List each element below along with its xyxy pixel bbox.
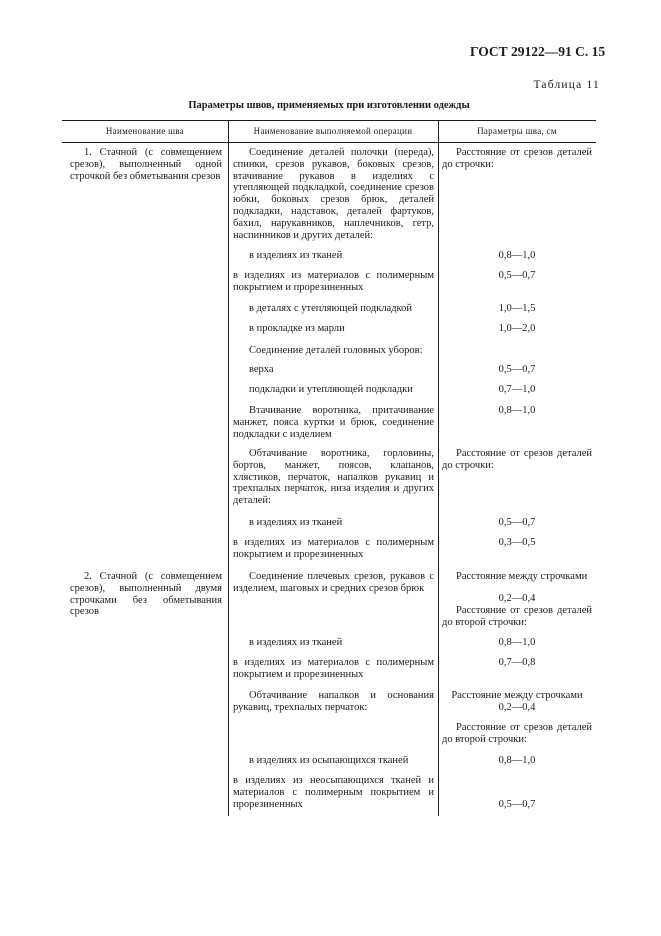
operation-text: Соединение деталей полочки (переда), спинки, срезов рукавов, боковых срезов, втачивание рукавов в изделиях с утепляющей подкладкой, соединение срезов юбки, боковых срезов брюк, деталей подкладки, надставок, деталей фартуков, бахил, нарукавников, наплечников, гетр, наспинников и других деталей: xyxy=(233,147,434,241)
parameter-value: 0,7—0,8 xyxy=(498,657,536,668)
parameter-text: Расстояние между строчками xyxy=(456,571,588,582)
table-number: Таблица 11 xyxy=(533,79,600,91)
operation-text: Обтачивание напалков и основания рукавиц, трехпалых перчаток: xyxy=(233,690,434,713)
parameter-value: 0,7—1,0 xyxy=(498,384,536,395)
column-header-seam-name: Наименование шва xyxy=(105,126,185,136)
operation-text: Соединение плечевых срезов, рукавов с изделием, шаговых и средних срезов брюк xyxy=(233,571,434,594)
parameter-value: 0,3—0,5 xyxy=(498,537,536,548)
operation-text: в прокладке из марли xyxy=(249,323,345,334)
parameter-value: 0,8—1,0 xyxy=(498,405,536,416)
parameter-value: 0,5—0,7 xyxy=(498,364,536,375)
operation-text: в изделиях из неосыпающихся тканей и материалов с полимерным покрытием и прорезиненных xyxy=(233,775,434,810)
parameter-value: 0,5—0,7 xyxy=(498,799,536,810)
parameter-text: Расстояние между строчками xyxy=(451,690,583,701)
parameter-text: Расстояние от срезов деталей до второй строчки: xyxy=(442,605,592,628)
operation-text: в изделиях из тканей xyxy=(249,637,343,648)
parameter-value: 0,5—0,7 xyxy=(498,270,536,281)
operation-text: в изделиях из тканей xyxy=(249,250,343,261)
operation-text: в изделиях из тканей xyxy=(249,517,343,528)
document-id: ГОСТ 29122—91 С. 15 xyxy=(470,44,606,59)
operation-text: Обтачивание воротника, горловины, бортов, манжет, поясов, клапанов, хлястиков, перчаток, напалков рукавиц и трехпалых перчаток, низа изделия и других деталей: xyxy=(233,448,434,507)
parameter-value: 0,5—0,7 xyxy=(498,517,536,528)
operation-text: Втачивание воротника, притачивание манжет, пояса куртки и брюк, соединение подкладки с изделием xyxy=(233,405,434,440)
parameter-text: Расстояние от срезов деталей до строчки: xyxy=(442,147,592,170)
table-top-rule xyxy=(62,120,596,121)
operation-text: Соединение деталей головных уборов: xyxy=(249,345,423,356)
operation-text: верха xyxy=(249,364,274,375)
column-header-parameters: Параметры шва, см xyxy=(477,126,557,136)
column-divider-2 xyxy=(438,120,439,816)
table-title: Параметры швов, применяемых при изготовлении одежды xyxy=(188,100,470,111)
table-header-rule xyxy=(62,142,596,143)
operation-text: в изделиях из материалов с полимерным покрытием и прорезиненных xyxy=(233,270,434,293)
parameter-text: Расстояние от срезов деталей до строчки: xyxy=(442,448,592,471)
parameter-value: 0,8—1,0 xyxy=(498,637,536,648)
parameter-value: 0,2—0,4 xyxy=(498,702,536,713)
column-divider-1 xyxy=(228,120,229,816)
operation-text: в изделиях из материалов с полимерным покрытием и прорезиненных xyxy=(233,537,434,560)
parameter-value: 1,0—2,0 xyxy=(498,323,536,334)
parameter-text: Расстояние от срезов деталей до второй строчки: xyxy=(442,722,592,745)
seam-name-2: 2. Стачной (с совмещением срезов), выполненный двумя строчками без обметывания срезов xyxy=(70,571,222,618)
column-header-operation: Наименование выполняемой операции xyxy=(253,126,413,136)
parameter-value: 0,8—1,0 xyxy=(498,755,536,766)
parameter-value: 1,0—1,5 xyxy=(498,303,536,314)
operation-text: подкладки и утепляющей подкладки xyxy=(249,384,413,395)
seam-name-1: 1. Стачной (с совмещением срезов), выполненный одной строчкой без обметывания срезов xyxy=(70,147,222,182)
operation-text: в изделиях из материалов с полимерным покрытием и прорезиненных xyxy=(233,657,434,680)
operation-text: в деталях с утепляющей подкладкой xyxy=(249,303,412,314)
operation-text: в изделиях из осыпающихся тканей xyxy=(249,755,409,766)
parameter-value: 0,8—1,0 xyxy=(498,250,536,261)
parameter-value: 0,2—0,4 xyxy=(498,593,536,604)
